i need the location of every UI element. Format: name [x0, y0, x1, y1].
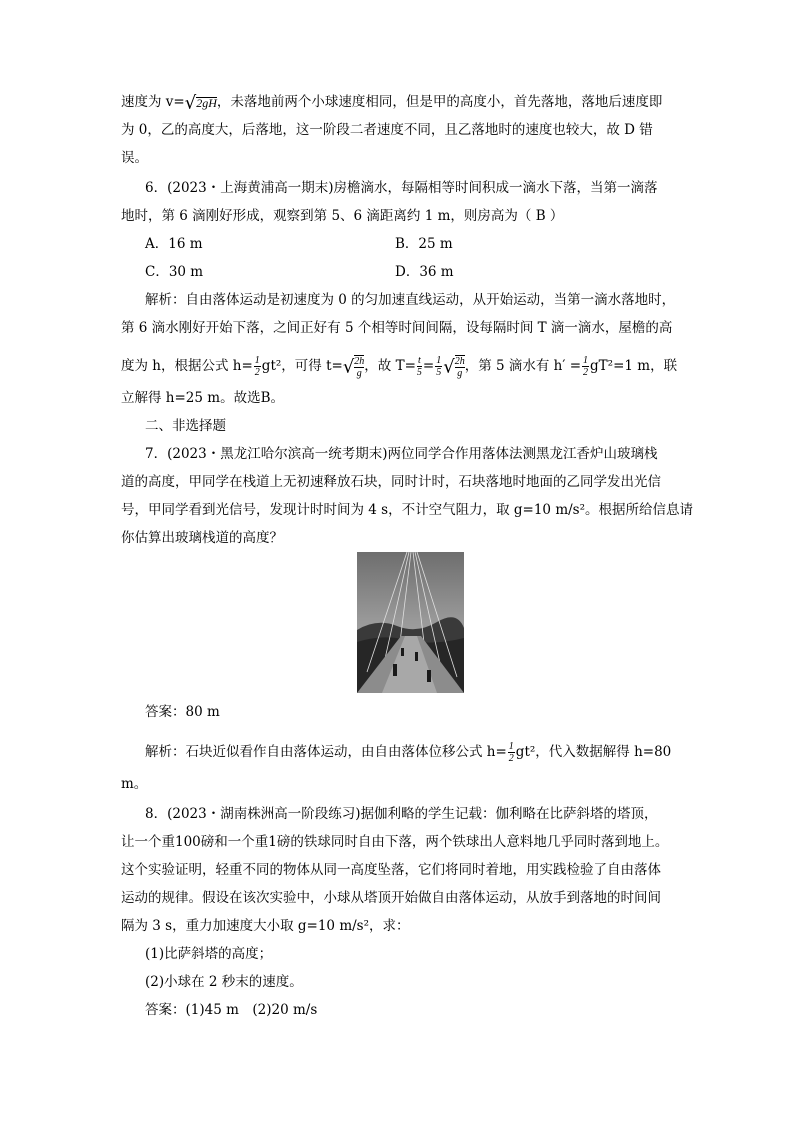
- option-b: B．25 m: [395, 236, 453, 252]
- question-7-line: 道的高度，甲同学在栈道上无初速释放石块，同时计时，石块落地时地面的乙同学发出光信: [121, 474, 661, 490]
- analysis-formula-line: 度为 h，根据公式 h= $\frac{1}{2}$ gt²，可得 t=√ $\frac{2h}{g}$ ，故 T= $\frac{t}{5}$ = $\frac{1}{5}$ √ $\frac{2h}{g}$ ，第 5 滴水有 h′ = $\frac{1}{2}$ gT²=1 m，联: [121, 355, 678, 379]
- sqrt-expression: √ $\frac{2h}{g}$: [342, 355, 365, 379]
- glass-bridge-photo: [357, 552, 464, 693]
- fraction: $\frac{t}{5}$: [416, 355, 422, 378]
- analysis-line: m。: [121, 776, 148, 792]
- option-c: C．30 m: [145, 264, 204, 280]
- question-7-line: 7．(2023・黑龙江哈尔滨高一统考期末)两位同学合作用落体法测黑龙江香炉山玻璃栈: [145, 446, 658, 462]
- question-7-line: 号，甲同学看到光信号，发现计时时间为 4 s，不计空气阻力，取 g=10 m/s²。根据所给信息请: [121, 502, 694, 518]
- question-8-line: 隔为 3 s，重力加速度大小取 g=10 m/s²，求：: [121, 918, 410, 934]
- analysis-line: 第 6 滴水刚好开始下落，之间正好有 5 个相等时间间隔，设每隔时间 T 滴一滴水，屋檐的高: [121, 320, 673, 336]
- question-6-line: 6．(2023・上海黄浦高一期末)房檐滴水，每隔相等时间积成一滴水下落，当第一滴落: [145, 180, 658, 196]
- option-d: D．36 m: [395, 264, 454, 280]
- analysis-line: 解析：自由落体运动是初速度为 0 的匀加速直线运动，从开始运动，当第一滴水落地时，: [145, 292, 676, 308]
- sqrt-expression: √2gH: [184, 92, 217, 113]
- analysis-formula-line: 解析：石块近似看作自由落体运动，由自由落体位移公式 h= $\frac{1}{2}$ gt²，代入数据解得 h=80: [145, 741, 672, 764]
- fraction: $\frac{1}{2}$: [254, 355, 260, 378]
- text-line: 速度为 v=√2gH，未落地前两个小球速度相同，但是甲的高度小，首先落地，落地后速度即: [121, 92, 663, 113]
- question-8-line: 让一个重100磅和一个重1磅的铁球同时自由下落，两个铁球出人意料地几乎同时落到地上。: [121, 834, 669, 850]
- section-heading: 二、非选择题: [145, 418, 226, 434]
- sqrt-expression: √ $\frac{2h}{g}$: [443, 355, 465, 379]
- question-8-line: 这个实验证明，轻重不同的物体从同一高度坠落，它们将同时着地，用实践检验了自由落体: [121, 862, 661, 878]
- option-a: A．16 m: [145, 236, 203, 252]
- fraction: $\frac{1}{5}$: [436, 355, 442, 378]
- answer-7: 答案：80 m: [145, 704, 220, 720]
- text-line: 为 0，乙的高度大，后落地，这一阶段二者速度不同，且乙落地时的速度也较大，故 D 错: [121, 122, 653, 138]
- question-8-line: 8．(2023・湖南株洲高一阶段练习)据伽利略的学生记载：伽利略在比萨斜塔的塔顶，: [145, 806, 658, 822]
- fraction: $\frac{1}{2}$: [583, 355, 589, 378]
- question-7-line: 你估算出玻璃栈道的高度？: [121, 530, 283, 546]
- question-6-line: 地时，第 6 滴刚好形成，观察到第 5、6 滴距离约 1 m，则房高为（ B ）: [121, 208, 564, 224]
- analysis-line: 立解得 h=25 m。故选B。: [121, 390, 284, 406]
- fraction: $\frac{1}{2}$: [508, 741, 514, 764]
- sub-question-2: (2)小球在 2 秒末的速度。: [145, 974, 303, 990]
- question-8-line: 运动的规律。假设在该次实验中，小球从塔顶开始做自由落体运动，从放手到落地的时间间: [121, 890, 661, 906]
- text-line: 误。: [121, 150, 148, 166]
- answer-8: 答案：(1)45 m (2)20 m/s: [145, 1002, 318, 1018]
- sub-question-1: (1)比萨斜塔的高度；: [145, 946, 273, 962]
